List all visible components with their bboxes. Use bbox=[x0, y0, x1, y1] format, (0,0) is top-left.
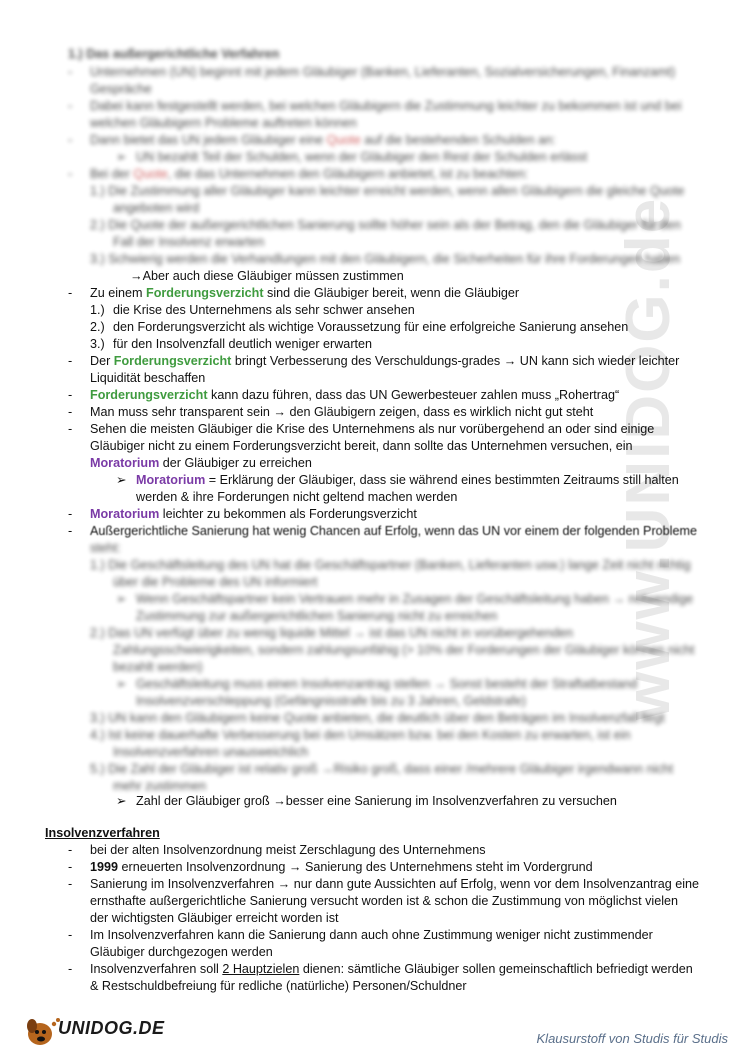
text-line: Dann bietet das UN jedem Gläubiger eine Quote auf die bestehenden Schulden an: bbox=[90, 133, 556, 147]
section-heading: Insolvenzverfahren bbox=[45, 826, 160, 840]
text-line: →Aber auch diese Gläubiger müssen zustimmen bbox=[130, 269, 404, 283]
bullet-dash: - bbox=[68, 99, 73, 113]
bullet-dash: - bbox=[68, 507, 73, 521]
text-line: ernsthafte außergerichtliche Sanierung versucht worden ist & schon die Zustimmung von möglichst vielen bbox=[90, 894, 679, 908]
bullet-dash: - bbox=[68, 524, 73, 538]
watermark: www.UNIDOG.de bbox=[614, 196, 683, 720]
text-line: welchen Gläubigern Probleme auftreten können bbox=[90, 116, 357, 130]
text-line: mehr zustimmen bbox=[113, 779, 207, 793]
text-line: Unternehmen (UN) beginnt mit jedem Gläubiger (Banken, Lieferanten, Sozialversicherungen, Finanzamt) bbox=[90, 65, 676, 79]
text-line: Sehen die meisten Gläubiger die Krise des Unternehmens als nur vorübergehend an oder sind einige bbox=[90, 422, 655, 436]
footer-slogan: Klausurstoff von Studis für Studis bbox=[536, 1031, 728, 1046]
text-line: Fall der Insolvenz erwarten bbox=[113, 235, 265, 249]
text-line: Liquidität beschaffen bbox=[90, 371, 206, 385]
arrow-bullet-icon: ➢ bbox=[116, 794, 127, 808]
bullet-dash: - bbox=[68, 65, 73, 79]
text-line: angeboten wird bbox=[113, 201, 200, 215]
text-line: die Krise des Unternehmens als sehr schwer ansehen bbox=[113, 303, 415, 317]
text-line: Insolvenzverfahren soll 2 Hauptzielen dienen: sämtliche Gläubiger sollen gemeinschaftlich befriedigt werden bbox=[90, 962, 693, 976]
text-line: 5.) Die Zahl der Gläubiger ist relativ groß →Risiko groß, dass einer /mehrere Gläubiger irgendwann nicht bbox=[90, 762, 674, 776]
arrow-bullet-icon: ➢ bbox=[116, 592, 127, 606]
text-line: werden & ihre Forderungen nicht geltend machen werden bbox=[136, 490, 458, 504]
text-line: Moratorium = Erklärung der Gläubiger, dass sie während eines bestimmten Zeitraums still halten bbox=[136, 473, 679, 487]
text-line: Zahl der Gläubiger groß →besser eine Sanierung im Insolvenzverfahren zu versuchen bbox=[136, 794, 617, 808]
text-line: Moratorium der Gläubiger zu erreichen bbox=[90, 456, 312, 470]
text-line: den Forderungsverzicht als wichtige Voraussetzung für eine erfolgreiche Sanierung ansehen bbox=[113, 320, 629, 334]
text-line: 2.) Die Quote der außergerichtlichen Sanierung sollte höher sein als der Betrag, den die Gläubiger für den bbox=[90, 218, 681, 232]
text-line: Bei der Quote, die das Unternehmen den Gläubigern anbietet, ist zu beachten: bbox=[90, 167, 529, 181]
text-line: 1999 erneuerten Insolvenzordnung → Sanierung des Unternehmens steht im Vordergrund bbox=[90, 860, 593, 874]
text-line: Außergerichtliche Sanierung hat wenig Chancen auf Erfolg, wenn das UN vor einem der folgenden Probleme bbox=[90, 524, 697, 538]
text-line: Sanierung im Insolvenzverfahren → nur dann gute Aussichten auf Erfolg, wenn vor dem Insolvenzantrag eine bbox=[90, 877, 700, 891]
bullet-dash: - bbox=[68, 962, 73, 976]
text-line: Zahlungsschwierigkeiten, sondern zahlungsunfähig (> 10% der Forderungen der Gläubiger können nicht bbox=[113, 643, 695, 657]
text-line: Gespräche bbox=[90, 82, 152, 96]
bullet-dash: - bbox=[68, 286, 73, 300]
text-line: Insolvenzverschleppung (Gefängnisstrafe bis zu 3 Jahren, Geldstrafe) bbox=[136, 694, 526, 708]
text-line: bezahlt werden) bbox=[113, 660, 203, 674]
text-line: der wichtigsten Gläubiger erreicht worden ist bbox=[90, 911, 339, 925]
text-line: 1.) Die Zustimmung aller Gläubiger kann leichter erreicht werden, wenn allen Gläubigern die gleiche Quote bbox=[90, 184, 685, 198]
bullet-dash: - bbox=[68, 405, 73, 419]
bullet-dash: - bbox=[68, 422, 73, 436]
bullet-dash: - bbox=[68, 167, 73, 181]
bullet-dash: - bbox=[68, 354, 73, 368]
bullet-dash: - bbox=[68, 388, 73, 402]
text-line: Gläubiger durchgezogen werden bbox=[90, 945, 273, 959]
text-line: Zu einem Forderungsverzicht sind die Gläubiger bereit, wenn die Gläubiger bbox=[90, 286, 520, 300]
list-number: 3.) bbox=[90, 337, 105, 351]
arrow-bullet-icon: ➢ bbox=[116, 150, 127, 164]
text-line: steht: bbox=[90, 541, 121, 555]
text-line: Man muss sehr transparent sein → den Gläubigern zeigen, dass es wirklich nicht gut steht bbox=[90, 405, 594, 419]
text-line: Der Forderungsverzicht bringt Verbesserung des Verschuldungs-grades → UN kann sich wieder leichter bbox=[90, 354, 680, 368]
text-line: Wenn Geschäftspartner kein Vertrauen mehr in Zusagen der Geschäftsleitung haben → notwendige bbox=[136, 592, 694, 606]
text-line: Moratorium leichter zu bekommen als Forderungsverzicht bbox=[90, 507, 417, 521]
bullet-dash: - bbox=[68, 133, 73, 147]
text-line: Gläubiger nicht zu einem Forderungsverzicht bereit, dann sollte das Unternehmen versuchen, ein bbox=[90, 439, 633, 453]
arrow-bullet-icon: ➢ bbox=[116, 677, 127, 691]
text-line: über die Probleme des UN informiert bbox=[113, 575, 318, 589]
text-line: UN bezahlt Teil der Schulden, wenn der Gläubiger den Rest der Schulden erlässt bbox=[136, 150, 588, 164]
bullet-dash: - bbox=[68, 860, 73, 874]
bullet-dash: - bbox=[68, 877, 73, 891]
text-line: bei der alten Insolvenzordnung meist Zerschlagung des Unternehmens bbox=[90, 843, 486, 857]
text-line: & Restschuldbefreiung für redliche (natürliche) Personen/Schuldner bbox=[90, 979, 467, 993]
bullet-dash: - bbox=[68, 843, 73, 857]
text-line: 4.) Ist keine dauerhafte Verbesserung bei den Umsätzen bzw. bei den Kosten zu erwarten, ist ein bbox=[90, 728, 631, 742]
text-line: Insolvenzverfahren unausweichlich bbox=[113, 745, 309, 759]
logo-text: UNIDOG.DE bbox=[58, 1018, 165, 1038]
bullet-dash: - bbox=[68, 928, 73, 942]
text-line: 1.) Die Geschäftsleitung des UN hat die Geschäftspartner (Banken, Lieferanten usw.) lange Zeit nicht richtig bbox=[90, 558, 691, 572]
list-number: 2.) bbox=[90, 320, 105, 334]
section-title: 1.) Das außergerichtliche Verfahren bbox=[68, 47, 280, 61]
arrow-bullet-icon: ➢ bbox=[116, 473, 127, 487]
list-number: 1.) bbox=[90, 303, 105, 317]
text-line: Dabei kann festgestellt werden, bei welchen Gläubigern die Zustimmung leichter zu bekommen ist und bei bbox=[90, 99, 682, 113]
text-line: für den Insolvenzfall deutlich weniger erwarten bbox=[113, 337, 373, 351]
text-line: 2.) Das UN verfügt über zu wenig liquide Mittel → ist das UN nicht in vorübergehenden bbox=[90, 626, 573, 640]
text-line: 3.) Schwierig werden die Verhandlungen mit den Gläubigern, die Sicherheiten für ihre Forderungen haben bbox=[90, 252, 681, 266]
text-line: Zustimmung zur außergerichtlichen Sanierung nicht zu erreichen bbox=[136, 609, 498, 623]
text-line: Geschäftsleitung muss einen Insolvenzantrag stellen → Sonst besteht der Straftatbestand bbox=[136, 677, 638, 691]
text-line: Forderungsverzicht kann dazu führen, dass das UN Gewerbesteuer zahlen muss „Rohertrag“ bbox=[90, 388, 620, 402]
text-line: 3.) UN kann den Gläubigern keine Quote anbieten, die deutlich über den Beträgen im Insolvenzfall liegt bbox=[90, 711, 665, 725]
text-line: Im Insolvenzverfahren kann die Sanierung dann auch ohne Zustimmung weniger nicht zustimmender bbox=[90, 928, 653, 942]
